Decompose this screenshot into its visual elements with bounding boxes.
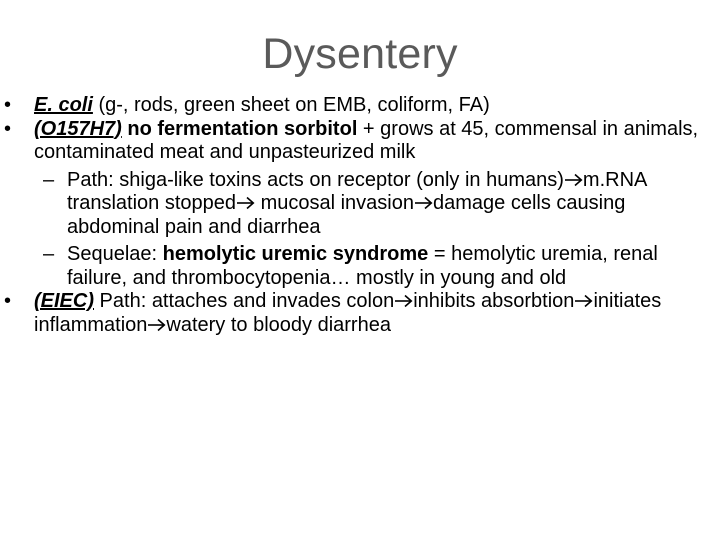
bullet-marker: • [4,290,12,312]
slide-title: Dysentery [262,30,458,78]
sub-text: m.RNA translation stopped [67,168,647,214]
bullet-ecoli [0,94,720,118]
bullet-text: Path: attaches and invades colon [94,290,395,312]
sub-text: Path: shiga-like toxins acts on receptor (only in humans) [67,168,564,191]
sub-bullet-sequelae [0,243,720,290]
slide-body [0,94,720,337]
bullet-text: initiates inflammation [34,290,662,336]
bullet-o157h7 [0,118,720,165]
sub-bold: hemolytic uremic syndrome [162,243,429,265]
sub-text: mucosal invasion [255,192,414,214]
sub-prefix: Sequelae: [67,243,163,265]
sub-bullet-path [0,169,720,240]
bullet-lead: (O157H7) [34,117,122,140]
bullet-text: + grows at 45, commensal in animals, contaminated meat and unpasteurized milk [34,117,699,163]
bullet-lead: (EIEC) [34,290,94,312]
arrow-right-icon [147,318,166,332]
sub-bullet-marker: – [43,168,55,191]
sub-text: = hemolytic uremia, renal failure, and thrombocytopenia… mostly in young and old [67,243,658,289]
arrow-right-icon [414,196,433,210]
arrow-right-icon [574,294,593,308]
arrow-right-icon [394,294,413,308]
bullet-lead: E. coli [34,94,93,116]
sub-bullet-marker: – [43,243,55,265]
sub-text: damage cells causing abdominal pain and diarrhea [67,192,626,238]
bullet-marker: • [4,94,12,116]
arrow-right-icon [236,196,255,210]
bullet-text: (g-, rods, green sheet on EMB, coliform, FA) [92,94,490,116]
bullet-eiec [0,290,720,337]
bullet-bold-text: no fermentation sorbitol [121,117,358,140]
bullet-text: watery to bloody diarrhea [166,313,391,336]
bullet-text: inhibits absorbtion [413,290,575,312]
arrow-right-icon [564,173,583,187]
bullet-marker: • [4,117,12,140]
